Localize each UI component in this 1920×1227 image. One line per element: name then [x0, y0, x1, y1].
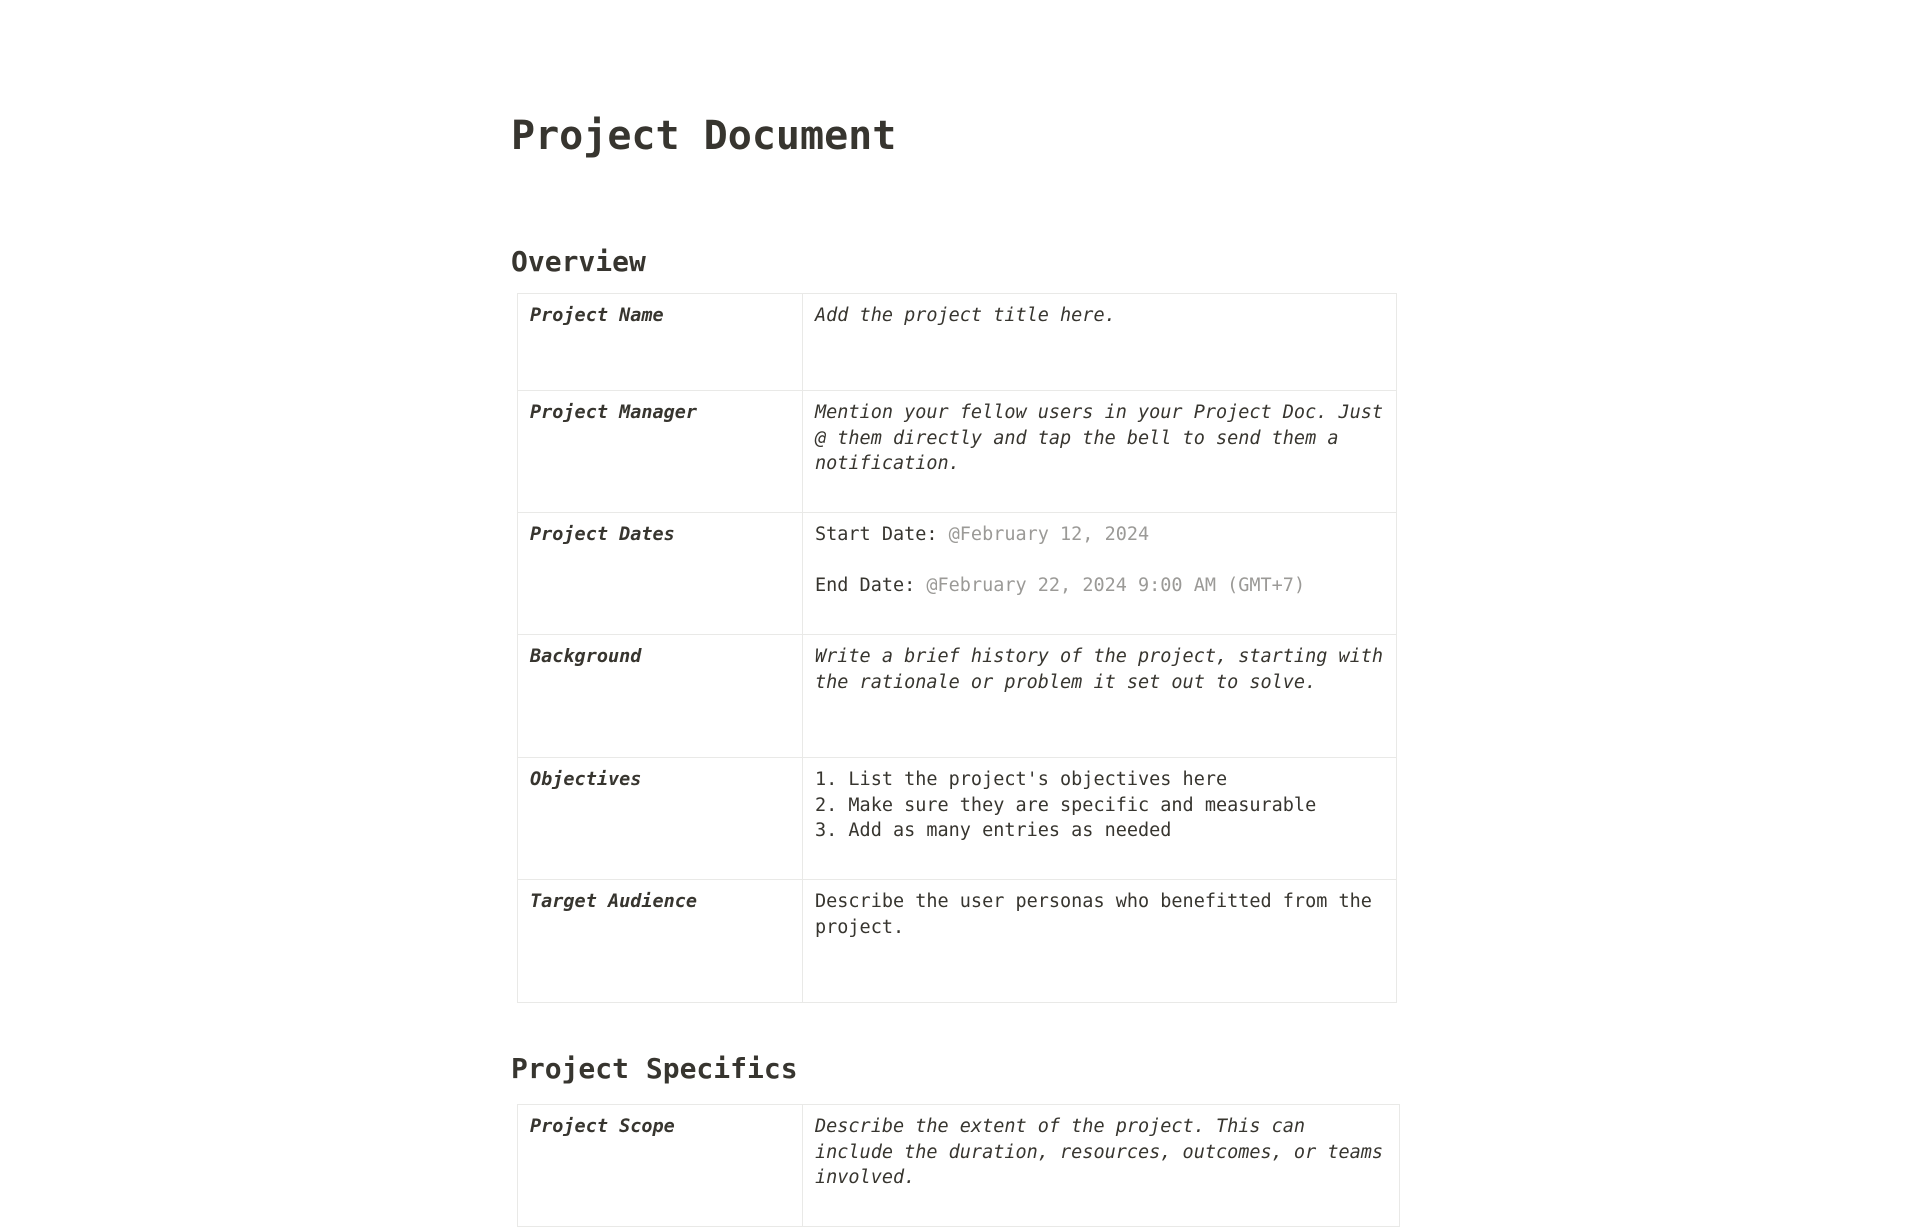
target-audience-value[interactable]: Describe the user personas who benefitted from the project.	[803, 880, 1397, 1003]
start-date-mention[interactable]: @February 12, 2024	[948, 524, 1150, 545]
background-label: Background	[518, 635, 803, 758]
table-row-project-scope	[518, 1105, 1400, 1227]
overview-heading: Overview	[511, 245, 646, 278]
project-scope-value[interactable]: Describe the extent of the project. This can include the duration, resources, outcomes, or teams involved.	[803, 1105, 1400, 1227]
project-specifics-heading: Project Specifics	[511, 1052, 798, 1085]
project-scope-label: Project Scope	[518, 1105, 803, 1227]
overview-table	[517, 293, 1397, 1003]
objectives-list	[815, 767, 1384, 844]
background-value[interactable]: Write a brief history of the project, starting with the rationale or problem it set out to solve.	[803, 635, 1397, 758]
table-row-project-dates	[518, 513, 1397, 635]
project-name-label: Project Name	[518, 294, 803, 391]
table-row-objectives	[518, 758, 1397, 880]
start-date-label: Start Date:	[815, 524, 949, 545]
project-manager-value[interactable]: Mention your fellow users in your Project Doc. Just @ them directly and tap the bell to send them a notification.	[803, 391, 1397, 513]
project-dates-label: Project Dates	[518, 513, 803, 635]
end-date-line	[815, 573, 1384, 599]
objective-item[interactable]: 1. List the project's objectives here	[815, 769, 1228, 790]
specifics-table	[517, 1104, 1400, 1227]
project-manager-label: Project Manager	[518, 391, 803, 513]
objective-item[interactable]: 3. Add as many entries as needed	[815, 820, 1172, 842]
target-audience-label: Target Audience	[518, 880, 803, 1003]
project-name-value[interactable]: Add the project title here.	[803, 294, 1397, 391]
objectives-value[interactable]	[803, 758, 1397, 880]
end-date-mention[interactable]: @February 22, 2024 9:00 AM (GMT+7)	[926, 575, 1306, 597]
blank-line	[815, 548, 1384, 574]
project-dates-value[interactable]	[803, 513, 1397, 635]
table-row-project-name	[518, 294, 1397, 391]
end-date-label: End Date:	[815, 575, 927, 597]
objectives-label: Objectives	[518, 758, 803, 880]
objective-item[interactable]: 2. Make sure they are specific and measurable	[815, 794, 1317, 816]
table-row-target-audience	[518, 880, 1397, 1003]
table-row-background	[518, 635, 1397, 758]
page-title: Project Document	[511, 113, 897, 159]
start-date-line	[815, 522, 1384, 548]
table-row-project-manager	[518, 391, 1397, 513]
